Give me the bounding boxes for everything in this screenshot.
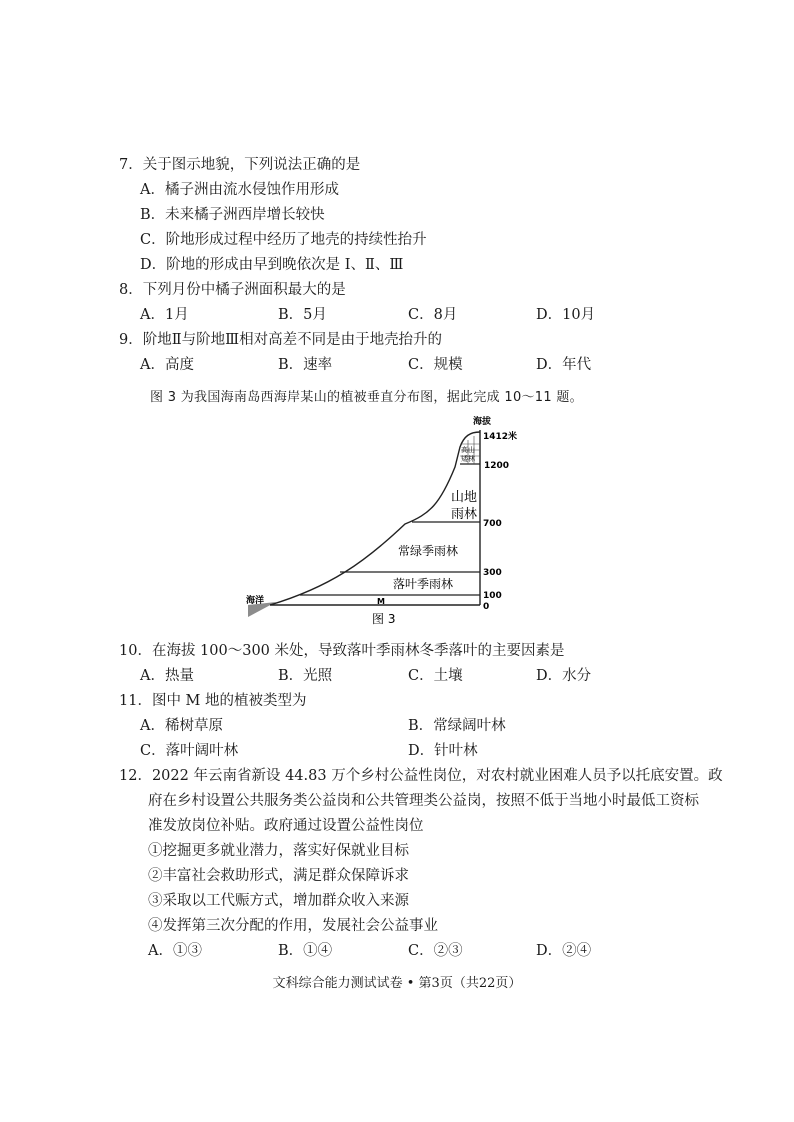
q7-stem: 7．关于图示地貌，下列说法正确的是	[119, 157, 361, 173]
tick-300: 300	[483, 568, 502, 578]
zone-label-deciduous: 落叶季雨林	[393, 577, 454, 591]
q11-stem: 11．图中 M 地的植被类型为	[119, 693, 307, 709]
q12-option-d: D．②④	[536, 943, 592, 959]
q11-option-b: B．常绿阔叶林	[408, 718, 506, 734]
q12-statement-1: ①挖掘更多就业潜力，落实好保就业目标	[148, 843, 409, 859]
q8-stem: 8．下列月份中橘子洲面积最大的是	[119, 282, 346, 298]
q12-option-a: A．①③	[148, 943, 202, 959]
tick-700: 700	[483, 519, 502, 529]
q9-option-b: B．速率	[278, 357, 333, 373]
q10-stem: 10．在海拔 100～300 米处，导致落叶季雨林冬季落叶的主要因素是	[119, 643, 565, 659]
zone-label-evergreen: 常绿季雨林	[398, 544, 459, 558]
q12-stem-line-3: 准发放岗位补贴。政府通过设置公益性岗位	[148, 818, 424, 834]
vegetation-profile-figure	[240, 412, 530, 632]
tick-0: 0	[483, 602, 490, 612]
q10-option-b: B．光照	[278, 668, 333, 684]
q12-option-b: B．①④	[278, 943, 333, 959]
tick-1200: 1200	[484, 461, 510, 471]
zone-label-m: M	[377, 597, 385, 606]
q7-option-b: B．未来橘子洲西岸增长较快	[140, 207, 325, 223]
q7-option-a: A．橘子洲由流水侵蚀作用形成	[140, 182, 339, 198]
q12-stem-line-1: 12．2022 年云南省新设 44.83 万个乡村公益性岗位，对农村就业困难人员予以托底安置。政	[119, 768, 723, 784]
q11-option-a: A．稀树草原	[140, 718, 223, 734]
q11-option-c: C．落叶阔叶林	[140, 743, 239, 759]
q12-statement-4: ④发挥第三次分配的作用，发展社会公益事业	[148, 918, 438, 934]
zone-label-mountain: 山地	[451, 490, 478, 505]
q8-option-d: D．10月	[536, 307, 596, 323]
q12-statement-2: ②丰富社会救助形式，满足群众保障诉求	[148, 868, 409, 884]
q7-option-c: C．阶地形成过程中经历了地壳的持续性抬升	[140, 232, 427, 248]
q10-option-a: A．热量	[140, 668, 194, 684]
top-zone-label-2: 矮林	[461, 455, 475, 463]
figure-caption: 图 3	[372, 612, 396, 626]
q12-stem-line-2: 府在乡村设置公共服务类公益岗和公共管理类公益岗，按照不低于当地小时最低工资标	[148, 793, 699, 809]
top-altitude-label: 1412米	[483, 432, 518, 442]
q9-option-a: A．高度	[140, 357, 194, 373]
figure-intro: 图 3 为我国海南岛西海岸某山的植被垂直分布图，据此完成 10～11 题。	[150, 390, 583, 405]
ocean-label: 海洋	[246, 596, 265, 606]
q8-option-c: C．8月	[408, 307, 458, 323]
top-zone-label-1: 高山	[461, 446, 475, 454]
q7-option-d: D．阶地的形成由早到晚依次是 Ⅰ、Ⅱ、Ⅲ	[140, 257, 404, 273]
zone-label-rainforest: 雨林	[451, 507, 478, 522]
q12-statement-3: ③采取以工代赈方式，增加群众收入来源	[148, 893, 409, 909]
q8-option-b: B．5月	[278, 307, 327, 323]
q11-option-d: D．针叶林	[408, 743, 478, 759]
q12-option-c: C．②③	[408, 943, 463, 959]
q10-option-d: D．水分	[536, 668, 592, 684]
q9-option-d: D．年代	[536, 357, 592, 373]
q10-option-c: C．土壤	[408, 668, 463, 684]
tick-100: 100	[483, 591, 502, 601]
q9-option-c: C．规模	[408, 357, 463, 373]
page-footer: 文科综合能力测试试卷 • 第3页（共22页）	[272, 976, 522, 991]
q9-stem: 9．阶地Ⅱ与阶地Ⅲ相对高差不同是由于地壳抬升的	[119, 332, 443, 348]
axis-title: 海拔	[473, 417, 492, 427]
q8-option-a: A．1月	[140, 307, 189, 323]
